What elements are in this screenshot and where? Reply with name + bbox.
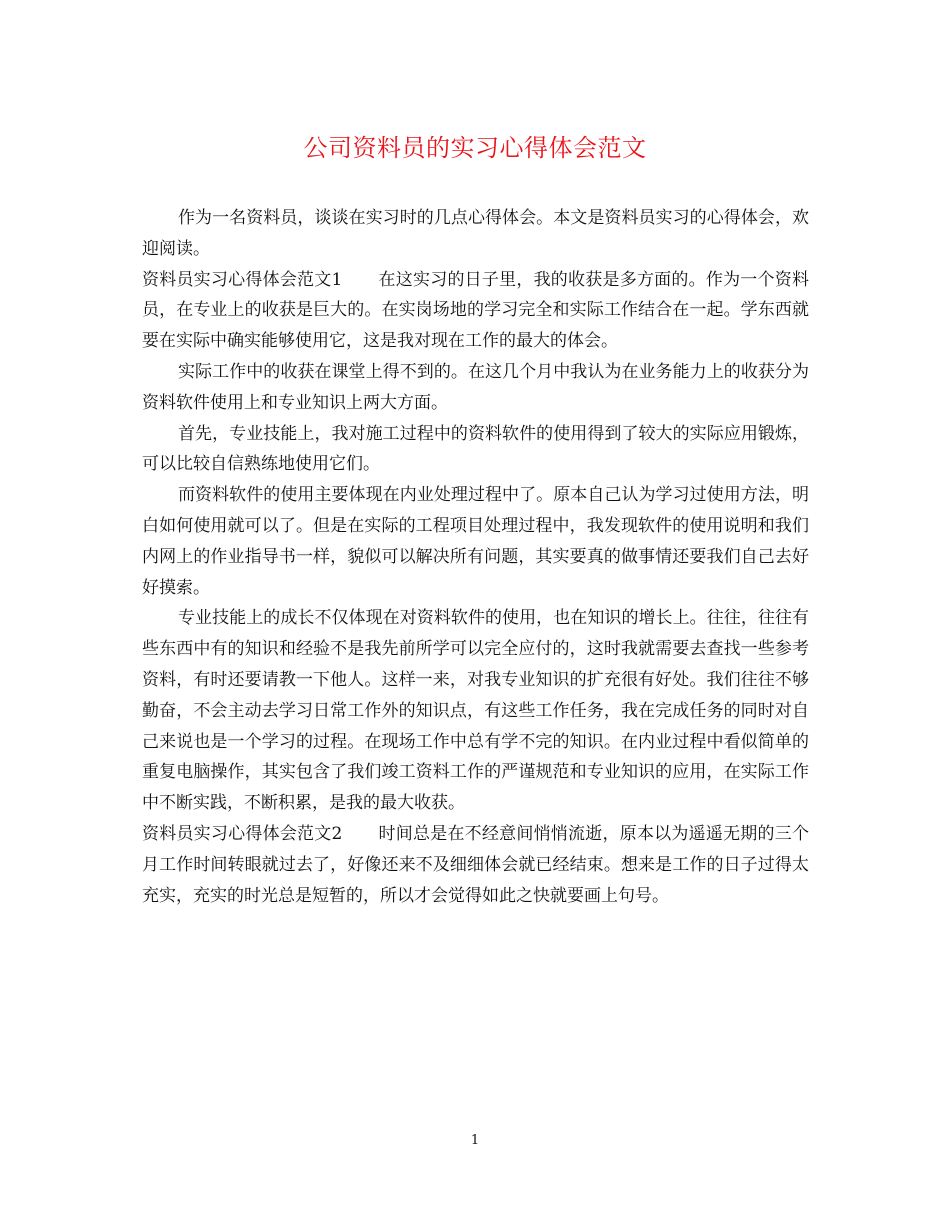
section-1-text: 在这实习的日子里，我的收获是多方面的。作为一个资料员，在专业上的收获是巨大的。在实岗场地的学习完全和实际工作结合在一起。学东西就要在实际中确实能够使用它，这是我对现在工作的最大的体会。: [142, 269, 809, 352]
section-2-text: 时间总是在不经意间悄悄流逝，原本以为遥遥无期的三个月工作时间转眼就过去了，好像还来不及细细体会就已经结束。想来是工作的日子过得太充实，充实的时光总是短暂的，所以才会觉得如此之快就要画上句号。: [142, 823, 809, 906]
document-body: [142, 203, 809, 911]
section-1-heading: 资料员实习心得体会范文1: [142, 269, 343, 290]
section-2-heading: 资料员实习心得体会范文2: [142, 823, 343, 844]
section-2-paragraph: [142, 819, 809, 911]
body-paragraph-4: 专业技能上的成长不仅体现在对资料软件的使用，也在知识的增长上。往往，往往有些东西中有的知识和经验不是我先前所学可以完全应付的，这时我就需要去查找一些参考资料，有时还要请教一下他人。这样一来，对我专业知识的扩充很有好处。我们往往不够勤奋，不会主动去学习日常工作外的知识点，有这些工作任务，我在完成任务的同时对自己来说也是一个学习的过程。在现场工作中总有学不完的知识。在内业过程中看似简单的重复电脑操作，其实包含了我们竣工资料工作的严谨规范和专业知识的应用，在实际工作中不断实践，不断积累，是我的最大收获。: [142, 608, 809, 814]
body-paragraph-3: 而资料软件的使用主要体现在内业处理过程中了。原本自己认为学习过使用方法，明白如何使用就可以了。但是在实际的工程项目处理过程中，我发现软件的使用说明和我们内网上的作业指导书一样，貌似可以解决所有问题，其实要真的做事情还要我们自己去好好摸索。: [142, 485, 809, 598]
page-number: 1: [470, 1133, 480, 1148]
intro-paragraph: 作为一名资料员，谈谈在实习时的几点心得体会。本文是资料员实习的心得体会，欢迎阅读。: [142, 208, 809, 259]
section-1-paragraph: [142, 265, 809, 357]
body-paragraph-1: 实际工作中的收获在课堂上得不到的。在这几个月中我认为在业务能力上的收获分为资料软件使用上和专业知识上两大方面。: [142, 361, 809, 413]
body-paragraph-2: 首先，专业技能上，我对施工过程中的资料软件的使用得到了较大的实际应用锻炼，可以比较自信熟练地使用它们。: [142, 423, 809, 475]
document-title: 公司资料员的实习心得体会范文: [303, 134, 647, 162]
